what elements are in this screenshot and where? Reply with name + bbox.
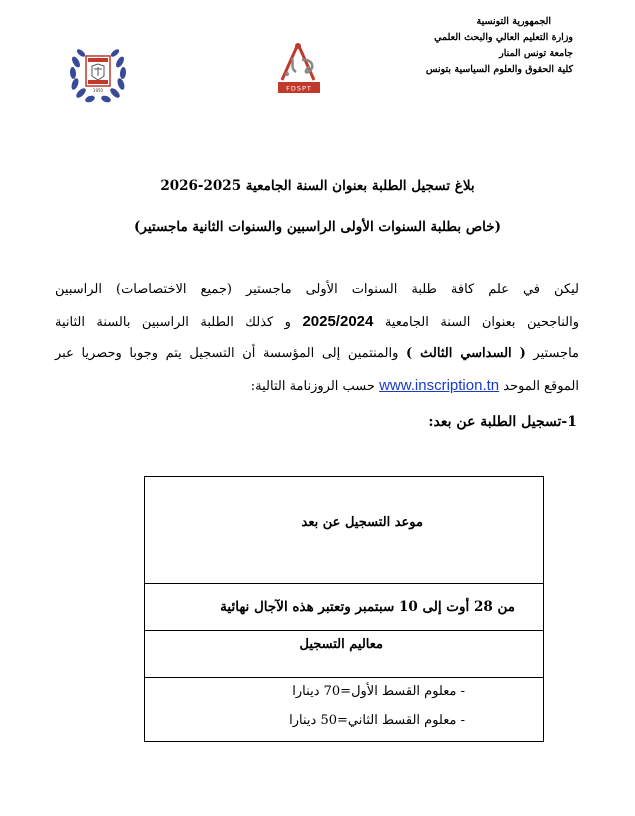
registration-table <box>144 476 544 742</box>
body-line-4 <box>55 370 579 402</box>
table-row-header <box>145 477 543 584</box>
notice-title: بلاغ تسجيل الطلبة بعنوان السنة الجامعية 2025-2026 <box>160 178 475 194</box>
header-ministry: وزارة التعليم العالي والبحث العلمي <box>434 32 573 43</box>
body-line-2-end: و كذلك الطلبة الراسبين بالسنة الثانية <box>55 315 291 330</box>
logo-acronym-text: FDSPT <box>286 84 312 93</box>
body-line-3-end: والمنتمين إلى المؤسسة أن التسجيل يتم وجوبا وحصريا عبر <box>55 346 399 361</box>
body-line-4-end: حسب الروزنامة التالية: <box>250 379 375 394</box>
university-logo <box>268 40 330 100</box>
header-university: جامعة تونس المنار <box>499 48 573 59</box>
fee-first-installment: - معلوم القسط الأول=70 دينارا <box>292 684 465 699</box>
table-row-fees-title <box>145 631 543 678</box>
notice-subtitle: (خاص بطلبة السنوات الأولى الراسبين والسنوات الثانية ماجستير) <box>134 219 501 235</box>
inscription-link[interactable]: www.inscription.tn <box>379 377 500 394</box>
body-line-3-start: ماجستير <box>533 346 579 361</box>
table-row-fees <box>145 678 543 741</box>
table-row-dates <box>145 584 543 631</box>
seal-year-text: 1950 <box>92 88 104 93</box>
body-line-2-start: والناجحين بعنوان السنة الجامعية <box>384 315 579 330</box>
registration-dates: من 28 أوت إلى 10 سبتمبر وتعتبر هذه الآجال نهائية <box>220 599 515 615</box>
section-remote-registration-heading: 1-تسجيل الطلبة عن بعد: <box>428 414 577 430</box>
notice-body <box>55 274 579 402</box>
body-line-2 <box>55 306 579 338</box>
fee-second-installment: - معلوم القسط الثاني=50 دينارا <box>289 713 465 728</box>
body-line-1: ليكن في علم كافة طلبة السنوات الأولى ماجستير (جميع الاختصاصات) الراسبين <box>55 282 579 297</box>
body-line-4-start: الموقع الموحد <box>503 379 579 394</box>
header-republic: الجمهورية التونسية <box>476 16 551 27</box>
fees-title: معاليم التسجيل <box>299 637 383 652</box>
faculty-seal-logo <box>66 42 130 104</box>
academic-year: 2025/2024 <box>302 313 374 330</box>
body-line-3 <box>55 338 579 370</box>
table-header-text: موعد التسجيل عن بعد <box>301 515 423 530</box>
semester-label: ( السداسي الثالث ) <box>406 346 526 361</box>
institution-header <box>333 14 573 78</box>
header-faculty: كلية الحقوق والعلوم السياسية بتونس <box>425 64 573 75</box>
